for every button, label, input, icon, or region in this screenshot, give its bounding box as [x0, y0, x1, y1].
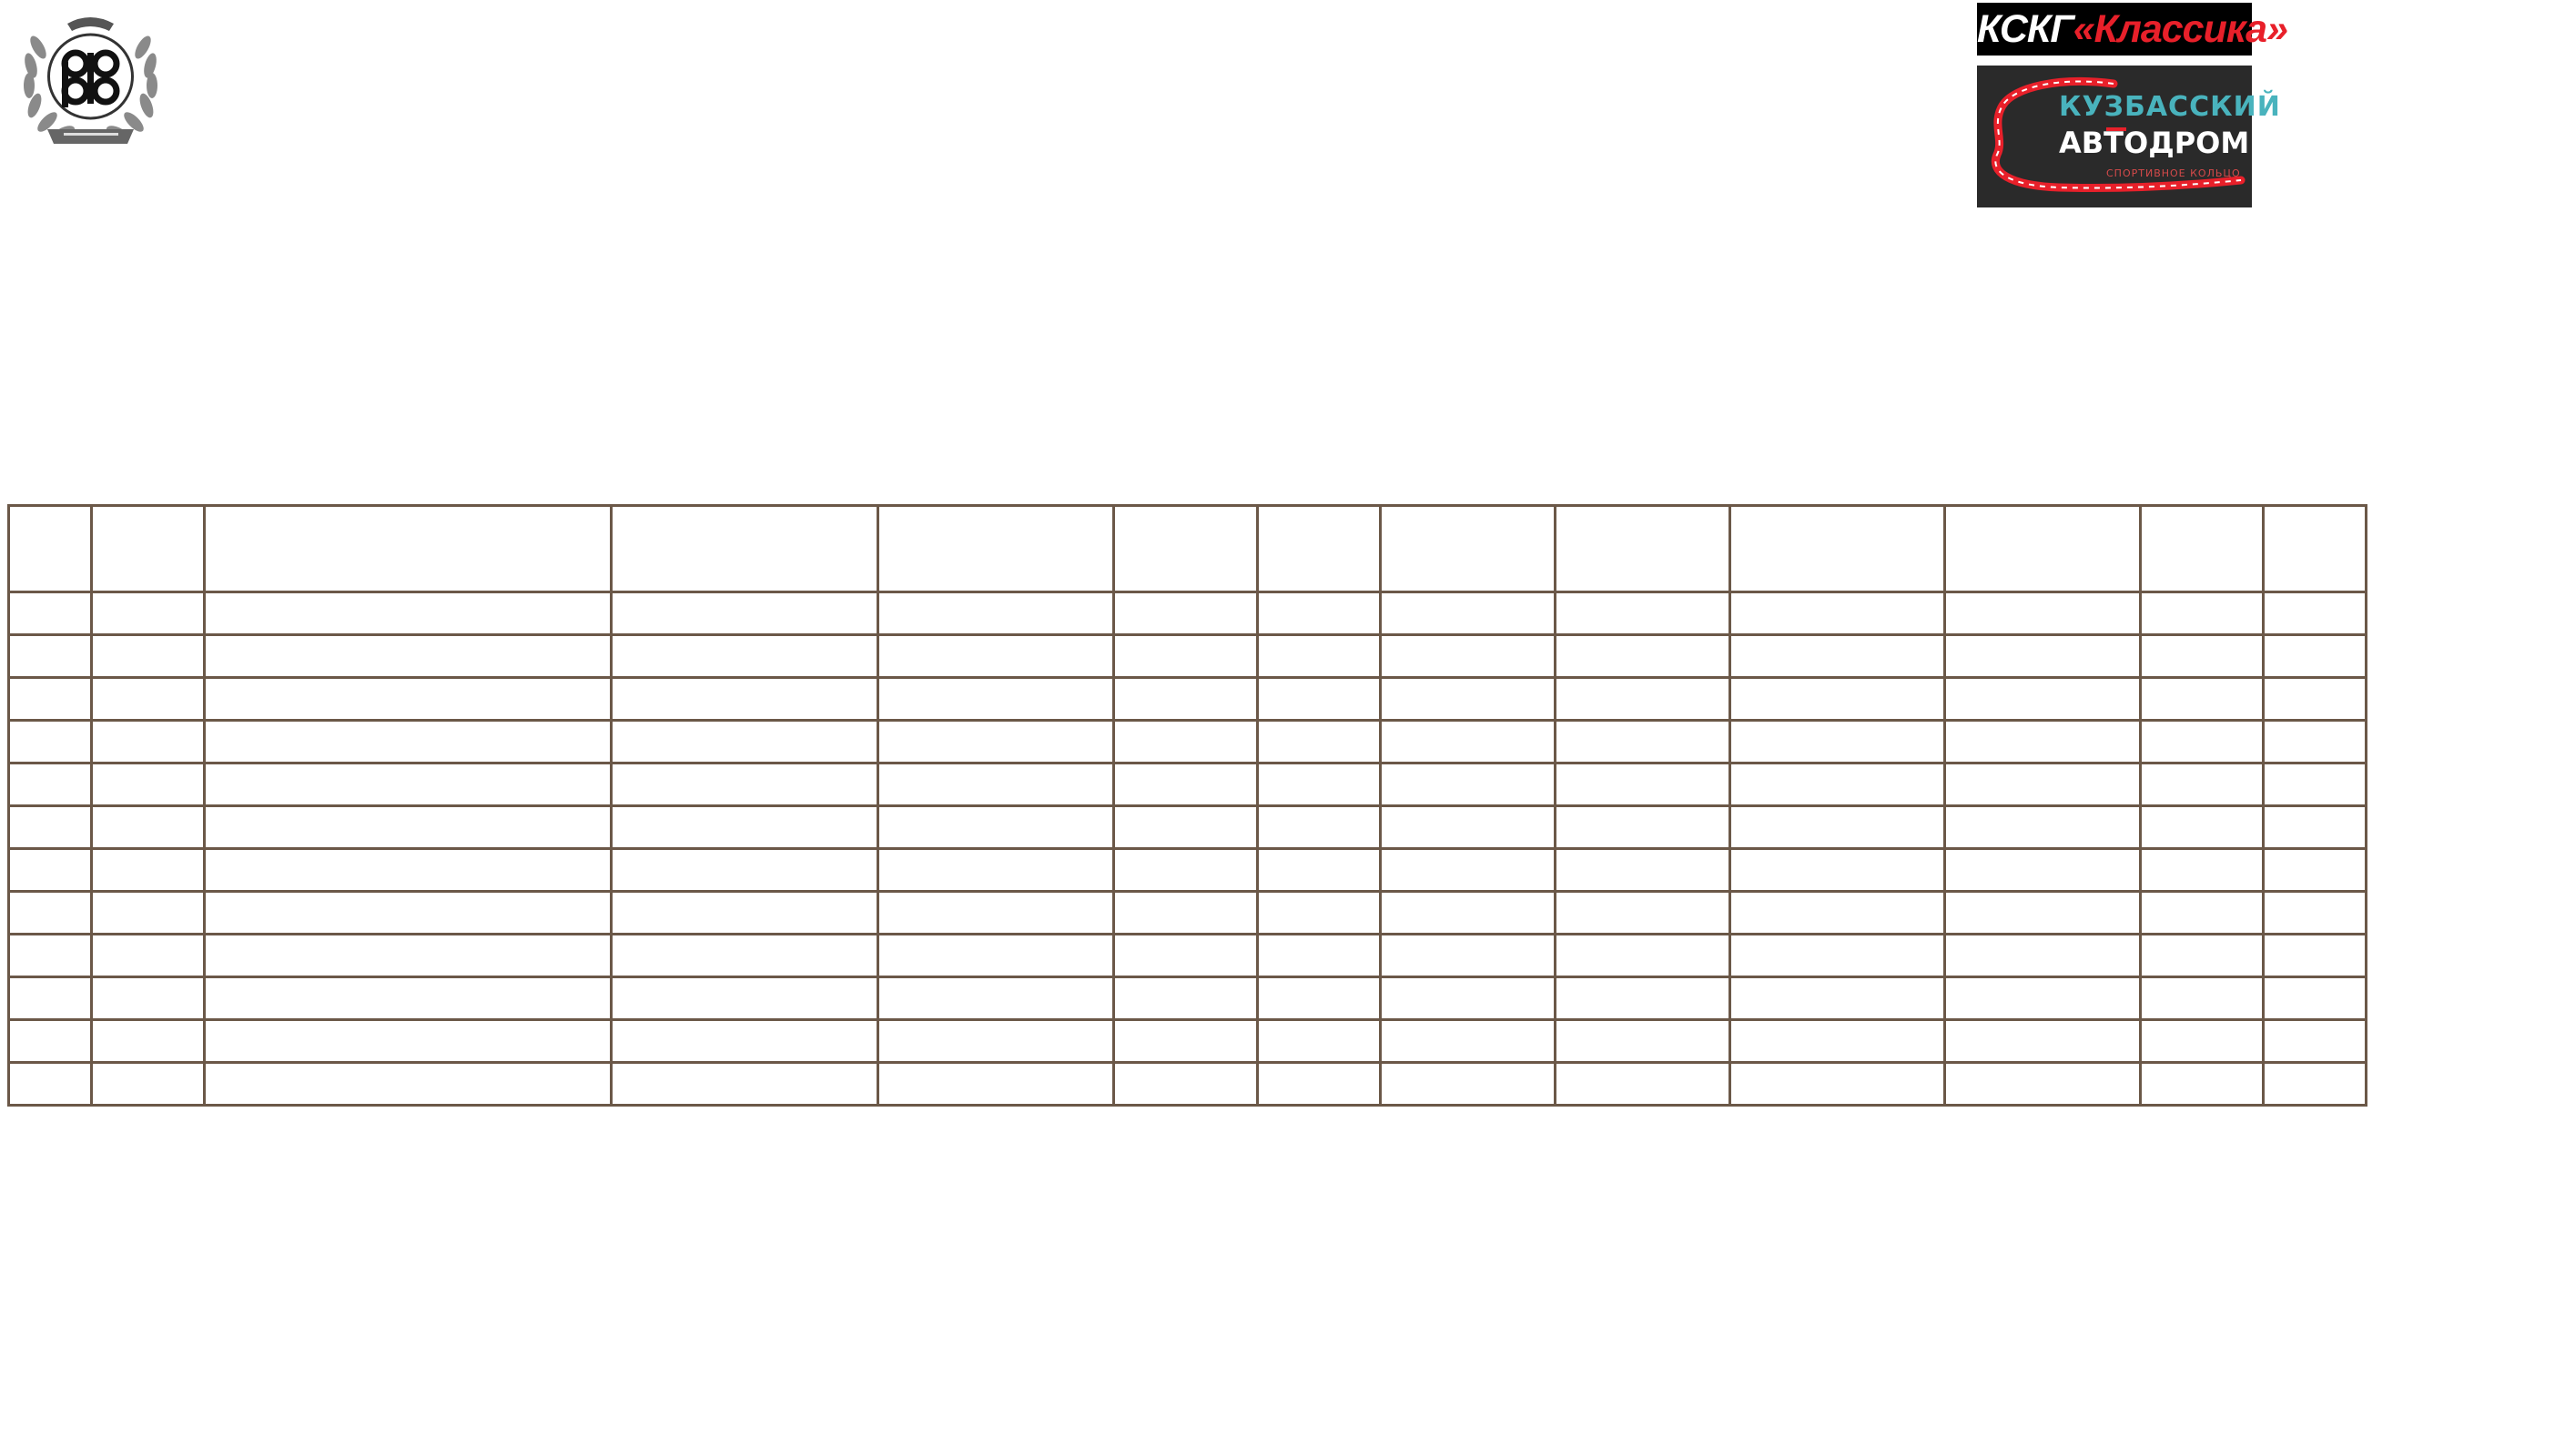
table-cell — [878, 506, 1114, 592]
table-cell — [1114, 935, 1258, 977]
table-cell — [1381, 806, 1556, 849]
table-cell — [1258, 506, 1381, 592]
table-cell — [1381, 1063, 1556, 1106]
table-cell — [2264, 849, 2367, 892]
table-cell — [205, 721, 612, 763]
table-cell — [1556, 678, 1730, 721]
results-table — [7, 504, 2367, 1107]
table-cell — [1556, 635, 1730, 678]
table-cell — [92, 1063, 205, 1106]
table-cell — [1381, 678, 1556, 721]
table-cell — [1114, 977, 1258, 1020]
table-cell — [205, 806, 612, 849]
table-cell — [205, 849, 612, 892]
table-cell — [2264, 977, 2367, 1020]
table-cell — [1730, 806, 1945, 849]
table-cell — [1945, 506, 2141, 592]
table-cell — [878, 1063, 1114, 1106]
table-cell — [612, 592, 878, 635]
table-cell — [1556, 1020, 1730, 1063]
table-cell — [1114, 1063, 1258, 1106]
table-cell — [205, 506, 612, 592]
table-cell — [1556, 592, 1730, 635]
table-cell — [878, 849, 1114, 892]
table-cell — [1945, 849, 2141, 892]
table-cell — [205, 892, 612, 935]
table-cell — [1945, 592, 2141, 635]
table-cell — [1258, 977, 1381, 1020]
table-cell — [1945, 935, 2141, 977]
table-cell — [612, 892, 878, 935]
table-cell — [1114, 763, 1258, 806]
table-cell — [92, 721, 205, 763]
table-cell — [1945, 721, 2141, 763]
table-cell — [2264, 592, 2367, 635]
table-cell — [2264, 806, 2367, 849]
table-cell — [2264, 678, 2367, 721]
table-cell — [1730, 1063, 1945, 1106]
table-cell — [1114, 892, 1258, 935]
table-cell — [612, 635, 878, 678]
table-row — [9, 892, 2367, 935]
table-row — [9, 721, 2367, 763]
table-cell — [878, 635, 1114, 678]
table-cell — [2264, 721, 2367, 763]
table-cell — [2141, 1020, 2264, 1063]
table-cell — [2141, 1063, 2264, 1106]
table-cell — [1730, 849, 1945, 892]
table-cell — [1730, 592, 1945, 635]
table-row — [9, 849, 2367, 892]
table-cell — [1258, 806, 1381, 849]
table-cell — [612, 849, 878, 892]
table-cell — [2264, 763, 2367, 806]
kuzbass-autodrom-logo — [1977, 66, 2281, 207]
table-cell — [1945, 763, 2141, 806]
table-cell — [1258, 678, 1381, 721]
table-cell — [1114, 635, 1258, 678]
table-cell — [878, 892, 1114, 935]
table-cell — [9, 977, 92, 1020]
table-cell — [9, 763, 92, 806]
table-cell — [2264, 1063, 2367, 1106]
autodrom-logo-line1: КУЗБАССКИЙ — [2059, 91, 2281, 123]
table-cell — [2141, 935, 2264, 977]
table-row — [9, 592, 2367, 635]
table-cell — [92, 935, 205, 977]
table-row — [9, 806, 2367, 849]
table-cell — [2141, 977, 2264, 1020]
table-cell — [92, 763, 205, 806]
table-row — [9, 1063, 2367, 1106]
table-cell — [205, 977, 612, 1020]
table-cell — [2141, 721, 2264, 763]
table-cell — [92, 592, 205, 635]
federation-emblem-logo — [11, 11, 170, 152]
table-cell — [1730, 635, 1945, 678]
table-cell — [1381, 935, 1556, 977]
table-cell — [1381, 763, 1556, 806]
table-cell — [1114, 721, 1258, 763]
table-cell — [2141, 849, 2264, 892]
table-cell — [9, 635, 92, 678]
table-cell — [92, 849, 205, 892]
table-cell — [1945, 977, 2141, 1020]
table-cell — [92, 506, 205, 592]
table-cell — [1730, 935, 1945, 977]
table-cell — [1556, 721, 1730, 763]
table-cell — [612, 721, 878, 763]
table-cell — [1381, 592, 1556, 635]
table-cell — [9, 721, 92, 763]
table-cell — [9, 1063, 92, 1106]
table-cell — [205, 592, 612, 635]
table-cell — [1381, 635, 1556, 678]
table-cell — [1114, 1020, 1258, 1063]
table-cell — [2141, 763, 2264, 806]
table-cell — [92, 635, 205, 678]
table-row — [9, 678, 2367, 721]
table-cell — [1730, 977, 1945, 1020]
table-cell — [1258, 849, 1381, 892]
table-cell — [1730, 1020, 1945, 1063]
table-cell — [1381, 977, 1556, 1020]
table-row — [9, 763, 2367, 806]
table-cell — [1381, 506, 1556, 592]
table-cell — [1730, 678, 1945, 721]
table-header-row — [9, 506, 2367, 592]
table-cell — [1114, 678, 1258, 721]
table-cell — [878, 977, 1114, 1020]
table-cell — [9, 506, 92, 592]
table-cell — [878, 935, 1114, 977]
table-cell — [1114, 506, 1258, 592]
table-cell — [878, 1020, 1114, 1063]
table-cell — [205, 763, 612, 806]
table-cell — [1945, 806, 2141, 849]
table-cell — [2264, 635, 2367, 678]
table-row — [9, 977, 2367, 1020]
table-cell — [205, 1020, 612, 1063]
kskg-logo-name: «Классика» — [2073, 7, 2288, 51]
table-cell — [1556, 849, 1730, 892]
table-cell — [1258, 935, 1381, 977]
table-cell — [1556, 506, 1730, 592]
table-cell — [1258, 892, 1381, 935]
table-cell — [1556, 892, 1730, 935]
table-cell — [1258, 1063, 1381, 1106]
table-cell — [878, 721, 1114, 763]
kskg-logo-prefix: КСКГ — [1977, 7, 2073, 51]
table-cell — [9, 1020, 92, 1063]
table-cell — [1556, 806, 1730, 849]
table-cell — [1114, 849, 1258, 892]
table-cell — [2264, 1020, 2367, 1063]
table-cell — [1381, 892, 1556, 935]
table-cell — [9, 935, 92, 977]
table-row — [9, 635, 2367, 678]
table-cell — [878, 763, 1114, 806]
table-cell — [1258, 1020, 1381, 1063]
table-cell — [1114, 806, 1258, 849]
table-cell — [878, 678, 1114, 721]
table-cell — [878, 592, 1114, 635]
table-cell — [92, 977, 205, 1020]
table-cell — [1730, 721, 1945, 763]
table-cell — [612, 806, 878, 849]
table-cell — [1730, 763, 1945, 806]
table-cell — [1381, 1020, 1556, 1063]
table-cell — [1730, 892, 1945, 935]
table-cell — [1556, 977, 1730, 1020]
table-cell — [1556, 763, 1730, 806]
table-cell — [9, 892, 92, 935]
table-row — [9, 935, 2367, 977]
table-cell — [612, 977, 878, 1020]
table-cell — [1258, 763, 1381, 806]
table-cell — [9, 678, 92, 721]
table-cell — [612, 1063, 878, 1106]
table-cell — [1945, 678, 2141, 721]
table-cell — [1381, 721, 1556, 763]
table-cell — [1258, 592, 1381, 635]
table-cell — [1945, 635, 2141, 678]
table-cell — [612, 678, 878, 721]
table-cell — [1945, 1020, 2141, 1063]
table-cell — [205, 1063, 612, 1106]
table-cell — [1381, 849, 1556, 892]
table-cell — [92, 1020, 205, 1063]
table-row — [9, 1020, 2367, 1063]
autodrom-logo-line2: АВТОДРОМ — [2059, 126, 2250, 160]
table-cell — [9, 849, 92, 892]
table-cell — [612, 763, 878, 806]
table-cell — [2141, 592, 2264, 635]
table-cell — [2264, 935, 2367, 977]
table-cell — [1258, 721, 1381, 763]
table-cell — [1114, 592, 1258, 635]
table-cell — [2264, 506, 2367, 592]
table-cell — [2141, 806, 2264, 849]
table-cell — [2141, 892, 2264, 935]
table-cell — [612, 935, 878, 977]
table-cell — [92, 806, 205, 849]
table-cell — [612, 1020, 878, 1063]
table-cell — [2141, 678, 2264, 721]
table-cell — [92, 892, 205, 935]
kskg-klassika-logo — [1977, 3, 2288, 56]
table-cell — [205, 635, 612, 678]
table-cell — [9, 806, 92, 849]
table-cell — [1945, 892, 2141, 935]
table-cell — [1945, 1063, 2141, 1106]
table-cell — [9, 592, 92, 635]
autodrom-logo-line3: СПОРТИВНОЕ КОЛЬЦО — [2106, 167, 2241, 179]
table-cell — [1556, 1063, 1730, 1106]
table-cell — [2141, 635, 2264, 678]
table-cell — [2264, 892, 2367, 935]
table-cell — [1258, 635, 1381, 678]
table-cell — [1730, 506, 1945, 592]
table-cell — [1556, 935, 1730, 977]
table-cell — [205, 678, 612, 721]
table-cell — [2141, 506, 2264, 592]
table-cell — [92, 678, 205, 721]
table-cell — [878, 806, 1114, 849]
table-cell — [612, 506, 878, 592]
table-cell — [205, 935, 612, 977]
